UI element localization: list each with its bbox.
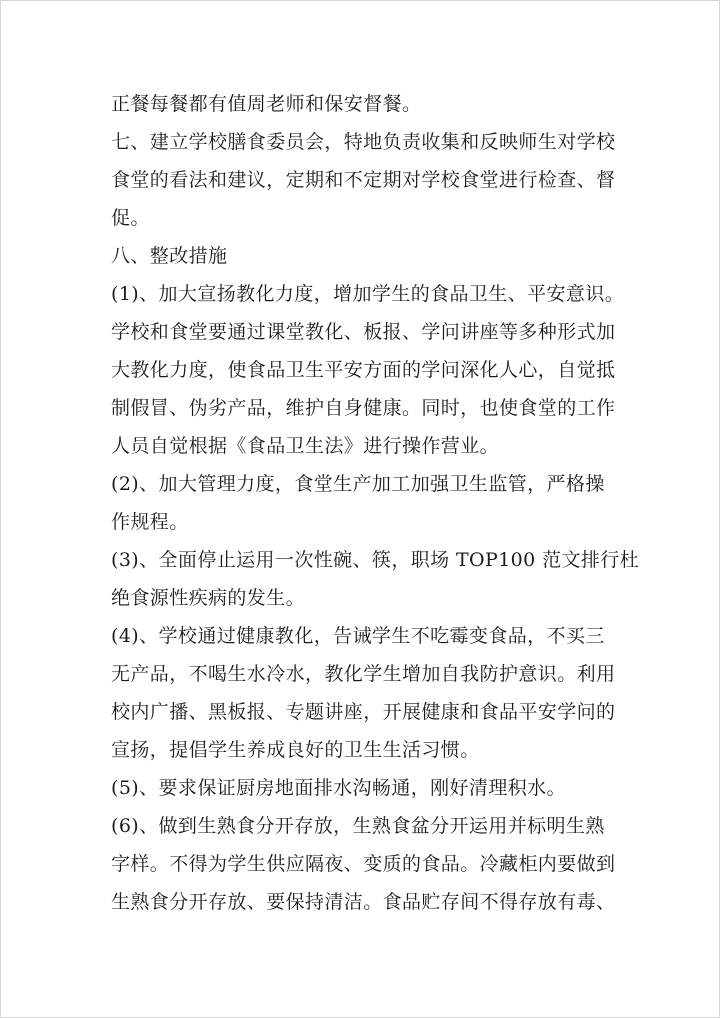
text-line: 字样。不得为学生供应隔夜、变质的食品。冷藏柜内要做到 [111, 853, 616, 875]
text-line: 绝食源性疾病的发生。 [111, 587, 306, 609]
text-line: 无产品，不喝生水冷水，教化学生增加自我防护意识。利用 [111, 663, 616, 685]
text-line: 大教化力度，使食品卫生平安方面的学问深化人心，自觉抵 [111, 359, 616, 381]
text-line: 七、建立学校膳食委员会，特地负责收集和反映师生对学校 [111, 131, 616, 153]
text-line: 正餐每餐都有值周老师和保安督餐。 [111, 93, 422, 115]
text-line: 学校和食堂要通过课堂教化、板报、学问讲座等多种形式加 [111, 321, 616, 343]
text-line: (1)、加大宣扬教化力度，增加学生的食品卫生、平安意识。 [111, 283, 625, 305]
section-heading: 八、整改措施 [111, 245, 228, 267]
text-line: 食堂的看法和建议，定期和不定期对学校食堂进行检查、督 [111, 169, 616, 191]
text-line: 制假冒、伪劣产品，维护自身健康。同时，也使食堂的工作 [111, 397, 616, 419]
text-line: (2)、加大管理力度，食堂生产加工加强卫生监管，严格操 [111, 473, 605, 495]
text-line: 校内广播、黑板报、专题讲座，开展健康和食品平安学问的 [111, 701, 616, 723]
text-line: (5)、要求保证厨房地面排水沟畅通，刚好清理积水。 [111, 777, 566, 799]
text-line: 生熟食分开存放、要保持清洁。食品贮存间不得存放有毒、 [111, 891, 616, 913]
document-body [111, 85, 640, 921]
text-line: (6)、做到生熟食分开存放，生熟食盆分开运用并标明生熟 [111, 815, 605, 837]
text-line: 作规程。 [111, 511, 189, 533]
text-line: (4)、学校通过健康教化，告诫学生不吃霉变食品，不买三 [111, 625, 605, 647]
text-line: (3)、全面停止运用一次性碗、筷，职场 TOP100 范文排行杜 [111, 549, 640, 571]
text-line: 人员自觉根据《食品卫生法》进行操作营业。 [111, 435, 500, 457]
text-line: 宣扬，提倡学生养成良好的卫生生活习惯。 [111, 739, 480, 761]
text-line: 促。 [111, 207, 150, 229]
